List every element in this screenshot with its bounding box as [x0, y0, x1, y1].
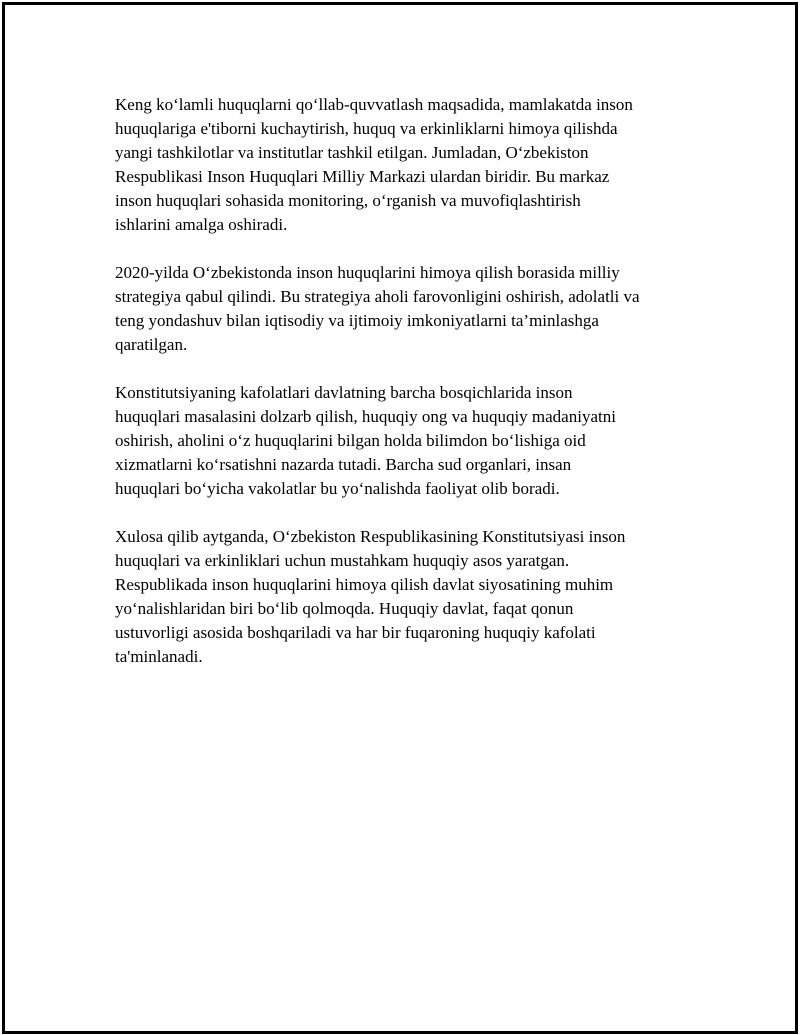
text-line: ta'minlanadi.	[115, 647, 203, 666]
text-line: Respublikasi Inson Huquqlari Milliy Markazi ulardan biridir. Bu markaz	[115, 167, 610, 186]
paragraph-4	[115, 525, 705, 669]
text-line: oshirish, aholini o‘z huquqlarini bilgan holda bilimdon bo‘lishiga oid	[115, 431, 586, 450]
text-line: huquqlari masalasini dolzarb qilish, huquqiy ong va huquqiy madaniyatni	[115, 407, 616, 426]
text-line: 2020-yilda O‘zbekistonda inson huquqlarini himoya qilish borasida milliy	[115, 263, 620, 282]
text-line: huquqlariga e'tiborni kuchaytirish, huquq va erkinliklarni himoya qilishda	[115, 119, 618, 138]
text-line: teng yondashuv bilan iqtisodiy va ijtimoiy imkoniyatlarni ta’minlashga	[115, 311, 599, 330]
paragraph-3	[115, 381, 705, 501]
text-line: yo‘nalishlaridan biri bo‘lib qolmoqda. Huquqiy davlat, faqat qonun	[115, 599, 574, 618]
text-line: inson huquqlari sohasida monitoring, o‘rganish va muvofiqlashtirish	[115, 191, 581, 210]
text-line: yangi tashkilotlar va institutlar tashkil etilgan. Jumladan, O‘zbekiston	[115, 143, 589, 162]
text-line: ustuvorligi asosida boshqariladi va har bir fuqaroning huquqiy kafolati	[115, 623, 596, 642]
text-line: Keng ko‘lamli huquqlarni qo‘llab-quvvatlash maqsadida, mamlakatda inson	[115, 95, 633, 114]
text-line: qaratilgan.	[115, 335, 188, 354]
text-line: ishlarini amalga oshiradi.	[115, 215, 288, 234]
document-body	[115, 93, 705, 693]
text-line: huquqlari bo‘yicha vakolatlar bu yo‘nalishda faoliyat olib boradi.	[115, 479, 560, 498]
text-line: Respublikada inson huquqlarini himoya qilish davlat siyosatining muhim	[115, 575, 614, 594]
text-line: Konstitutsiyaning kafolatlari davlatning barcha bosqichlarida inson	[115, 383, 573, 402]
paragraph-2	[115, 261, 705, 357]
paragraph-1	[115, 93, 705, 237]
text-line: strategiya qabul qilindi. Bu strategiya aholi farovonligini oshirish, adolatli va	[115, 287, 640, 306]
text-line: Xulosa qilib aytganda, O‘zbekiston Respublikasining Konstitutsiyasi inson	[115, 527, 626, 546]
text-line: xizmatlarni ko‘rsatishni nazarda tutadi. Barcha sud organlari, insan	[115, 455, 572, 474]
text-line: huquqlari va erkinliklari uchun mustahkam huquqiy asos yaratgan.	[115, 551, 570, 570]
